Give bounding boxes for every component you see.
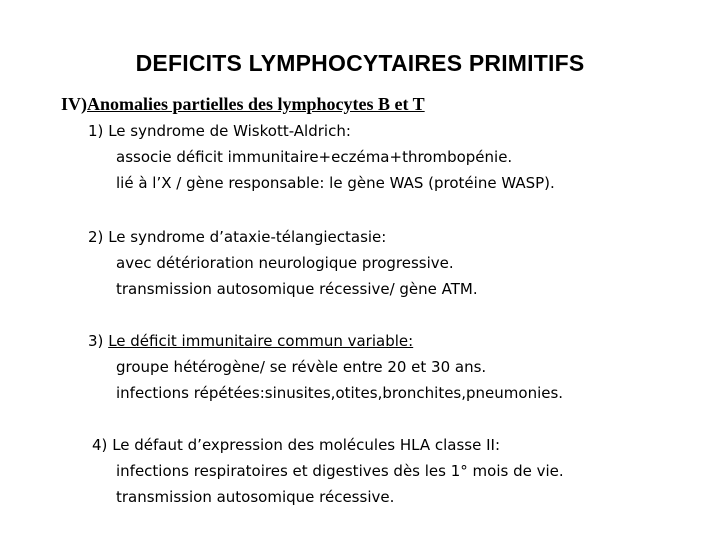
list-item-title: [88, 228, 386, 246]
list-item-title: [92, 436, 500, 454]
item-title-text: Le syndrome d’ataxie-télangiectasie:: [108, 228, 387, 246]
list-item-detail: groupe hétérogène/ se révèle entre 20 et 30 ans.: [116, 358, 487, 376]
item-number: 4): [92, 436, 108, 454]
list-item-detail: infections respiratoires et digestives dès les 1° mois de vie.: [116, 462, 564, 480]
list-item-detail: transmission autosomique récessive.: [116, 488, 395, 506]
item-title-text: Le syndrome de Wiskott-Aldrich:: [108, 122, 351, 140]
list-item-detail: lié à l’X / gène responsable: le gène WAS (protéine WASP).: [116, 174, 555, 192]
item-number: 3): [88, 332, 104, 350]
section-number: IV): [61, 94, 87, 114]
list-item-detail: associe déficit immunitaire+eczéma+thrombopénie.: [116, 148, 513, 166]
list-item-detail: transmission autosomique récessive/ gène ATM.: [116, 280, 478, 298]
list-item-detail: avec détérioration neurologique progressive.: [116, 254, 454, 272]
slide-title: DEFICITS LYMPHOCYTAIRES PRIMITIFS: [135, 50, 585, 76]
section-heading-text: Anomalies partielles des lymphocytes B et T: [87, 94, 425, 114]
section-heading: [61, 94, 425, 115]
item-title-text: Le défaut d’expression des molécules HLA classe II:: [112, 436, 501, 454]
item-number: 2): [88, 228, 104, 246]
list-item-title: [88, 122, 351, 140]
item-number: 1): [88, 122, 104, 140]
item-title-text: Le déficit immunitaire commun variable:: [108, 332, 414, 350]
list-item-title: [88, 332, 413, 350]
list-item-detail: infections répétées:sinusites,otites,bronchites,pneumonies.: [116, 384, 564, 402]
